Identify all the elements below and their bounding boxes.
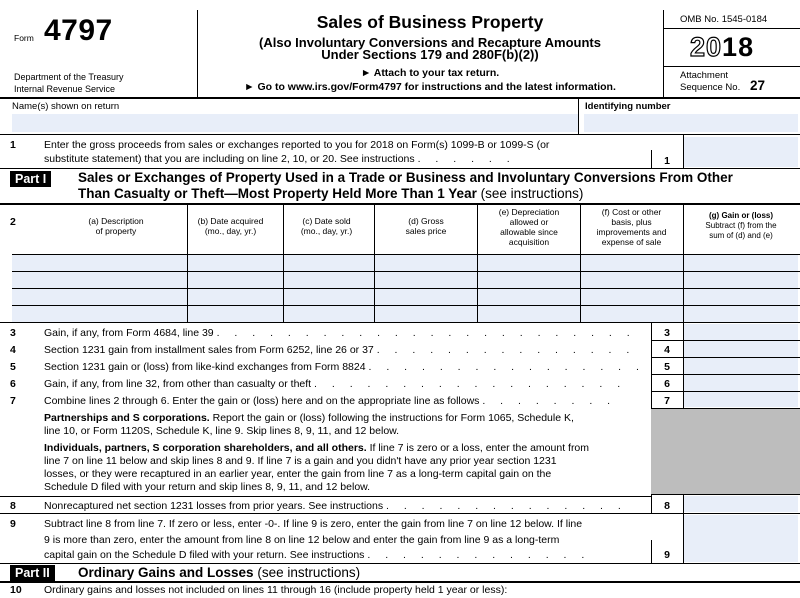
line-9-dots: . . . . . . . . . . . . . <box>367 549 591 561</box>
shaded-block <box>651 409 800 494</box>
col-b-header-1: (b) Date acquired <box>197 216 264 226</box>
col-b-header-2: (mo., day, yr.) <box>204 226 257 236</box>
part-2-badge: Part II <box>10 565 55 581</box>
col-f-header <box>580 207 683 247</box>
line-4-box-number: 4 <box>664 344 670 356</box>
line-7-text <box>44 395 616 408</box>
col-g-header-1: (g) Gain or (loss) <box>709 211 773 220</box>
col-d-header <box>375 216 477 236</box>
part-2-title <box>78 565 360 581</box>
individuals-text-3: losses, or they were recaptured in an earlier year, enter the gain from line 7 as a long-term capital gain on the <box>44 468 552 480</box>
line-9-text-1: Subtract line 8 from line 7. If zero or less, enter -0-. If line 9 is zero, enter the gain from line 7 on line 12 below. If line <box>44 518 583 530</box>
col-c-header-1: (c) Date sold <box>302 216 351 226</box>
irs-label: Internal Revenue Service <box>14 84 116 94</box>
line-1-number: 1 <box>10 139 16 151</box>
tax-year-prefix: 20 <box>690 32 723 62</box>
line-3-number: 3 <box>10 327 16 339</box>
name-input[interactable] <box>12 114 578 132</box>
part-1-title-2-text: Than Casualty or Theft—Most Property Held More Than 1 Year <box>78 186 477 201</box>
line-3-text <box>44 327 636 340</box>
sequence-number: 27 <box>750 78 766 93</box>
line-3-label: Gain, if any, from Form 4684, line 39 <box>44 327 214 339</box>
partnerships-text-1 <box>44 412 574 425</box>
line-5-number: 5 <box>10 361 16 373</box>
individuals-text-1 <box>44 442 589 455</box>
col-g-header-2: Subtract (f) from the <box>705 221 777 230</box>
line-8-amount[interactable] <box>684 496 798 512</box>
line-9-text-3 <box>44 549 590 562</box>
part-2-title-note: (see instructions) <box>257 565 361 580</box>
tax-year <box>690 32 754 62</box>
line-9-text-2: 9 is more than zero, enter the amount from line 8 on line 12 below and enter the gain from line 9 as a long-term <box>44 534 560 546</box>
col-g-header-3: sum of (d) and (e) <box>709 231 773 240</box>
col-a-header-2: of property <box>95 226 137 236</box>
line-8-label: Nonrecaptured net section 1231 losses from prior years. See instructions <box>44 500 384 512</box>
name-label: Name(s) shown on return <box>12 101 120 112</box>
line-6-text <box>44 378 626 391</box>
line-7-label: Combine lines 2 through 6. Enter the gain or (loss) here and on the appropriate line as follows <box>44 395 480 407</box>
part-2-title-text: Ordinary Gains and Losses <box>78 565 254 580</box>
col-f-header-4: expense of sale <box>601 237 662 247</box>
col-a-header <box>46 216 186 236</box>
line-5-dots: . . . . . . . . . . . . . . . . <box>368 361 645 373</box>
col-f-header-1: (f) Cost or other <box>601 207 662 217</box>
part-1-title-2 <box>78 186 583 202</box>
line-1-text-2 <box>44 153 516 166</box>
line-3-box-number: 3 <box>664 327 670 339</box>
form-subtitle-1: (Also Involuntary Conversions and Recapture Amounts <box>259 35 601 50</box>
line-5-label: Section 1231 gain or (loss) from like-kind exchanges from Form 8824 <box>44 361 366 373</box>
line-10-number: 10 <box>10 584 22 596</box>
col-c-header <box>284 216 369 236</box>
col-a-header-1: (a) Description <box>88 216 144 226</box>
line-7-box-number: 7 <box>664 395 670 407</box>
individuals-text-4: Schedule D filed with your return and skip lines 8, 9, 11, and 12 below. <box>44 481 371 493</box>
part-1-title-1: Sales or Exchanges of Property Used in a Trade or Business and Involuntary Conversions From Other <box>78 170 733 185</box>
identifying-number-input[interactable] <box>584 114 798 132</box>
sequence-label: Sequence No. <box>680 82 741 93</box>
line-9-amount[interactable] <box>684 515 798 562</box>
individuals-rest: If line 7 is zero or a loss, enter the amount from <box>366 442 590 454</box>
col-f-header-2: basis, plus <box>611 217 652 227</box>
part-1-title-note: (see instructions) <box>480 186 584 201</box>
identifying-number-label: Identifying number <box>585 101 671 112</box>
partnerships-rest: Report the gain or (loss) following the instructions for Form 1065, Schedule K, <box>209 412 574 424</box>
partnerships-text-2: line 10, or Form 1120S, Schedule K, line 9. Skip lines 8, 9, 11, and 12 below. <box>44 425 400 437</box>
partnerships-bold: Partnerships and S corporations. <box>44 412 210 424</box>
line-8-text <box>44 500 627 513</box>
individuals-text-2: line 7 on line 11 below and skip lines 8 and 9. If line 7 is a gain and you didn't have any prior year section 1231 <box>44 455 557 467</box>
omb-number: OMB No. 1545-0184 <box>680 14 768 25</box>
form-title: Sales of Business Property <box>316 12 544 32</box>
line-6-dots: . . . . . . . . . . . . . . . . . . <box>314 378 627 390</box>
lines-3-7-amounts[interactable] <box>684 324 798 407</box>
line-8-box-number: 8 <box>664 500 670 512</box>
col-d-header-1: (d) Gross <box>408 216 444 226</box>
line-1-dots: . . . . . . <box>417 153 516 165</box>
line-4-number: 4 <box>10 344 16 356</box>
line-3-dots: . . . . . . . . . . . . . . . . . . . . . . . . <box>216 327 636 339</box>
line-9-label: capital gain on the Schedule D filed with your return. See instructions <box>44 549 365 561</box>
line-2-number: 2 <box>10 216 16 228</box>
line-1-box-number: 1 <box>664 155 670 167</box>
col-e-header-4: acquisition <box>508 237 550 247</box>
line-9-number: 9 <box>10 518 16 530</box>
col-d-header-2: sales price <box>405 226 447 236</box>
line-8-number: 8 <box>10 500 16 512</box>
col-e-header-1: (e) Depreciation <box>498 207 560 217</box>
line-10-text: Ordinary gains and losses not included on lines 11 through 16 (include property held 1 year or less): <box>44 584 508 596</box>
col-e-header-2: allowed or <box>509 217 549 227</box>
col-b-header <box>188 216 273 236</box>
col-e-header-3: allowable since <box>500 227 558 237</box>
form-word: Form <box>14 33 34 43</box>
part-1-badge: Part I <box>10 171 51 187</box>
line-4-dots: . . . . . . . . . . . . . . . <box>376 344 636 356</box>
line-1-text-1: Enter the gross proceeds from sales or exchanges reported to you for 2018 on Form(s) 1099-B or 1099-S (or <box>44 139 550 151</box>
line-6-label: Gain, if any, from line 32, from other than casualty or theft <box>44 378 312 390</box>
line-4-text <box>44 344 635 357</box>
line-1-amount[interactable] <box>684 137 798 167</box>
line-6-box-number: 6 <box>664 378 670 390</box>
individuals-bold: Individuals, partners, S corporation shareholders, and all others. <box>44 442 367 454</box>
line-9-box-number: 9 <box>664 549 670 561</box>
line-4-label: Section 1231 gain from installment sales from Form 6252, line 26 or 37 <box>44 344 374 356</box>
line-5-box-number: 5 <box>664 361 670 373</box>
attach-instruction: ► Attach to your tax return. <box>360 67 500 79</box>
line-5-text <box>44 361 645 374</box>
department-label: Department of the Treasury <box>14 72 124 82</box>
goto-instruction: ► Go to www.irs.gov/Form4797 for instructions and the latest information. <box>244 81 616 93</box>
line-6-number: 6 <box>10 378 16 390</box>
col-f-header-3: improvements and <box>596 227 667 237</box>
line-8-dots: . . . . . . . . . . . . . . <box>386 500 627 512</box>
tax-year-suffix: 18 <box>722 32 755 62</box>
attachment-label: Attachment <box>680 70 729 81</box>
col-e-header <box>478 207 580 247</box>
form-subtitle-2: Under Sections 179 and 280F(b)(2)) <box>321 47 539 62</box>
line-7-number: 7 <box>10 395 16 407</box>
line-1-label: substitute statement) that you are including on line 2, 10, or 20. See instructions <box>44 153 415 165</box>
line-7-dots: . . . . . . . . <box>482 395 617 407</box>
form-number: 4797 <box>44 14 113 47</box>
col-g-header <box>684 211 798 241</box>
col-c-header-2: (mo., day, yr.) <box>300 226 353 236</box>
